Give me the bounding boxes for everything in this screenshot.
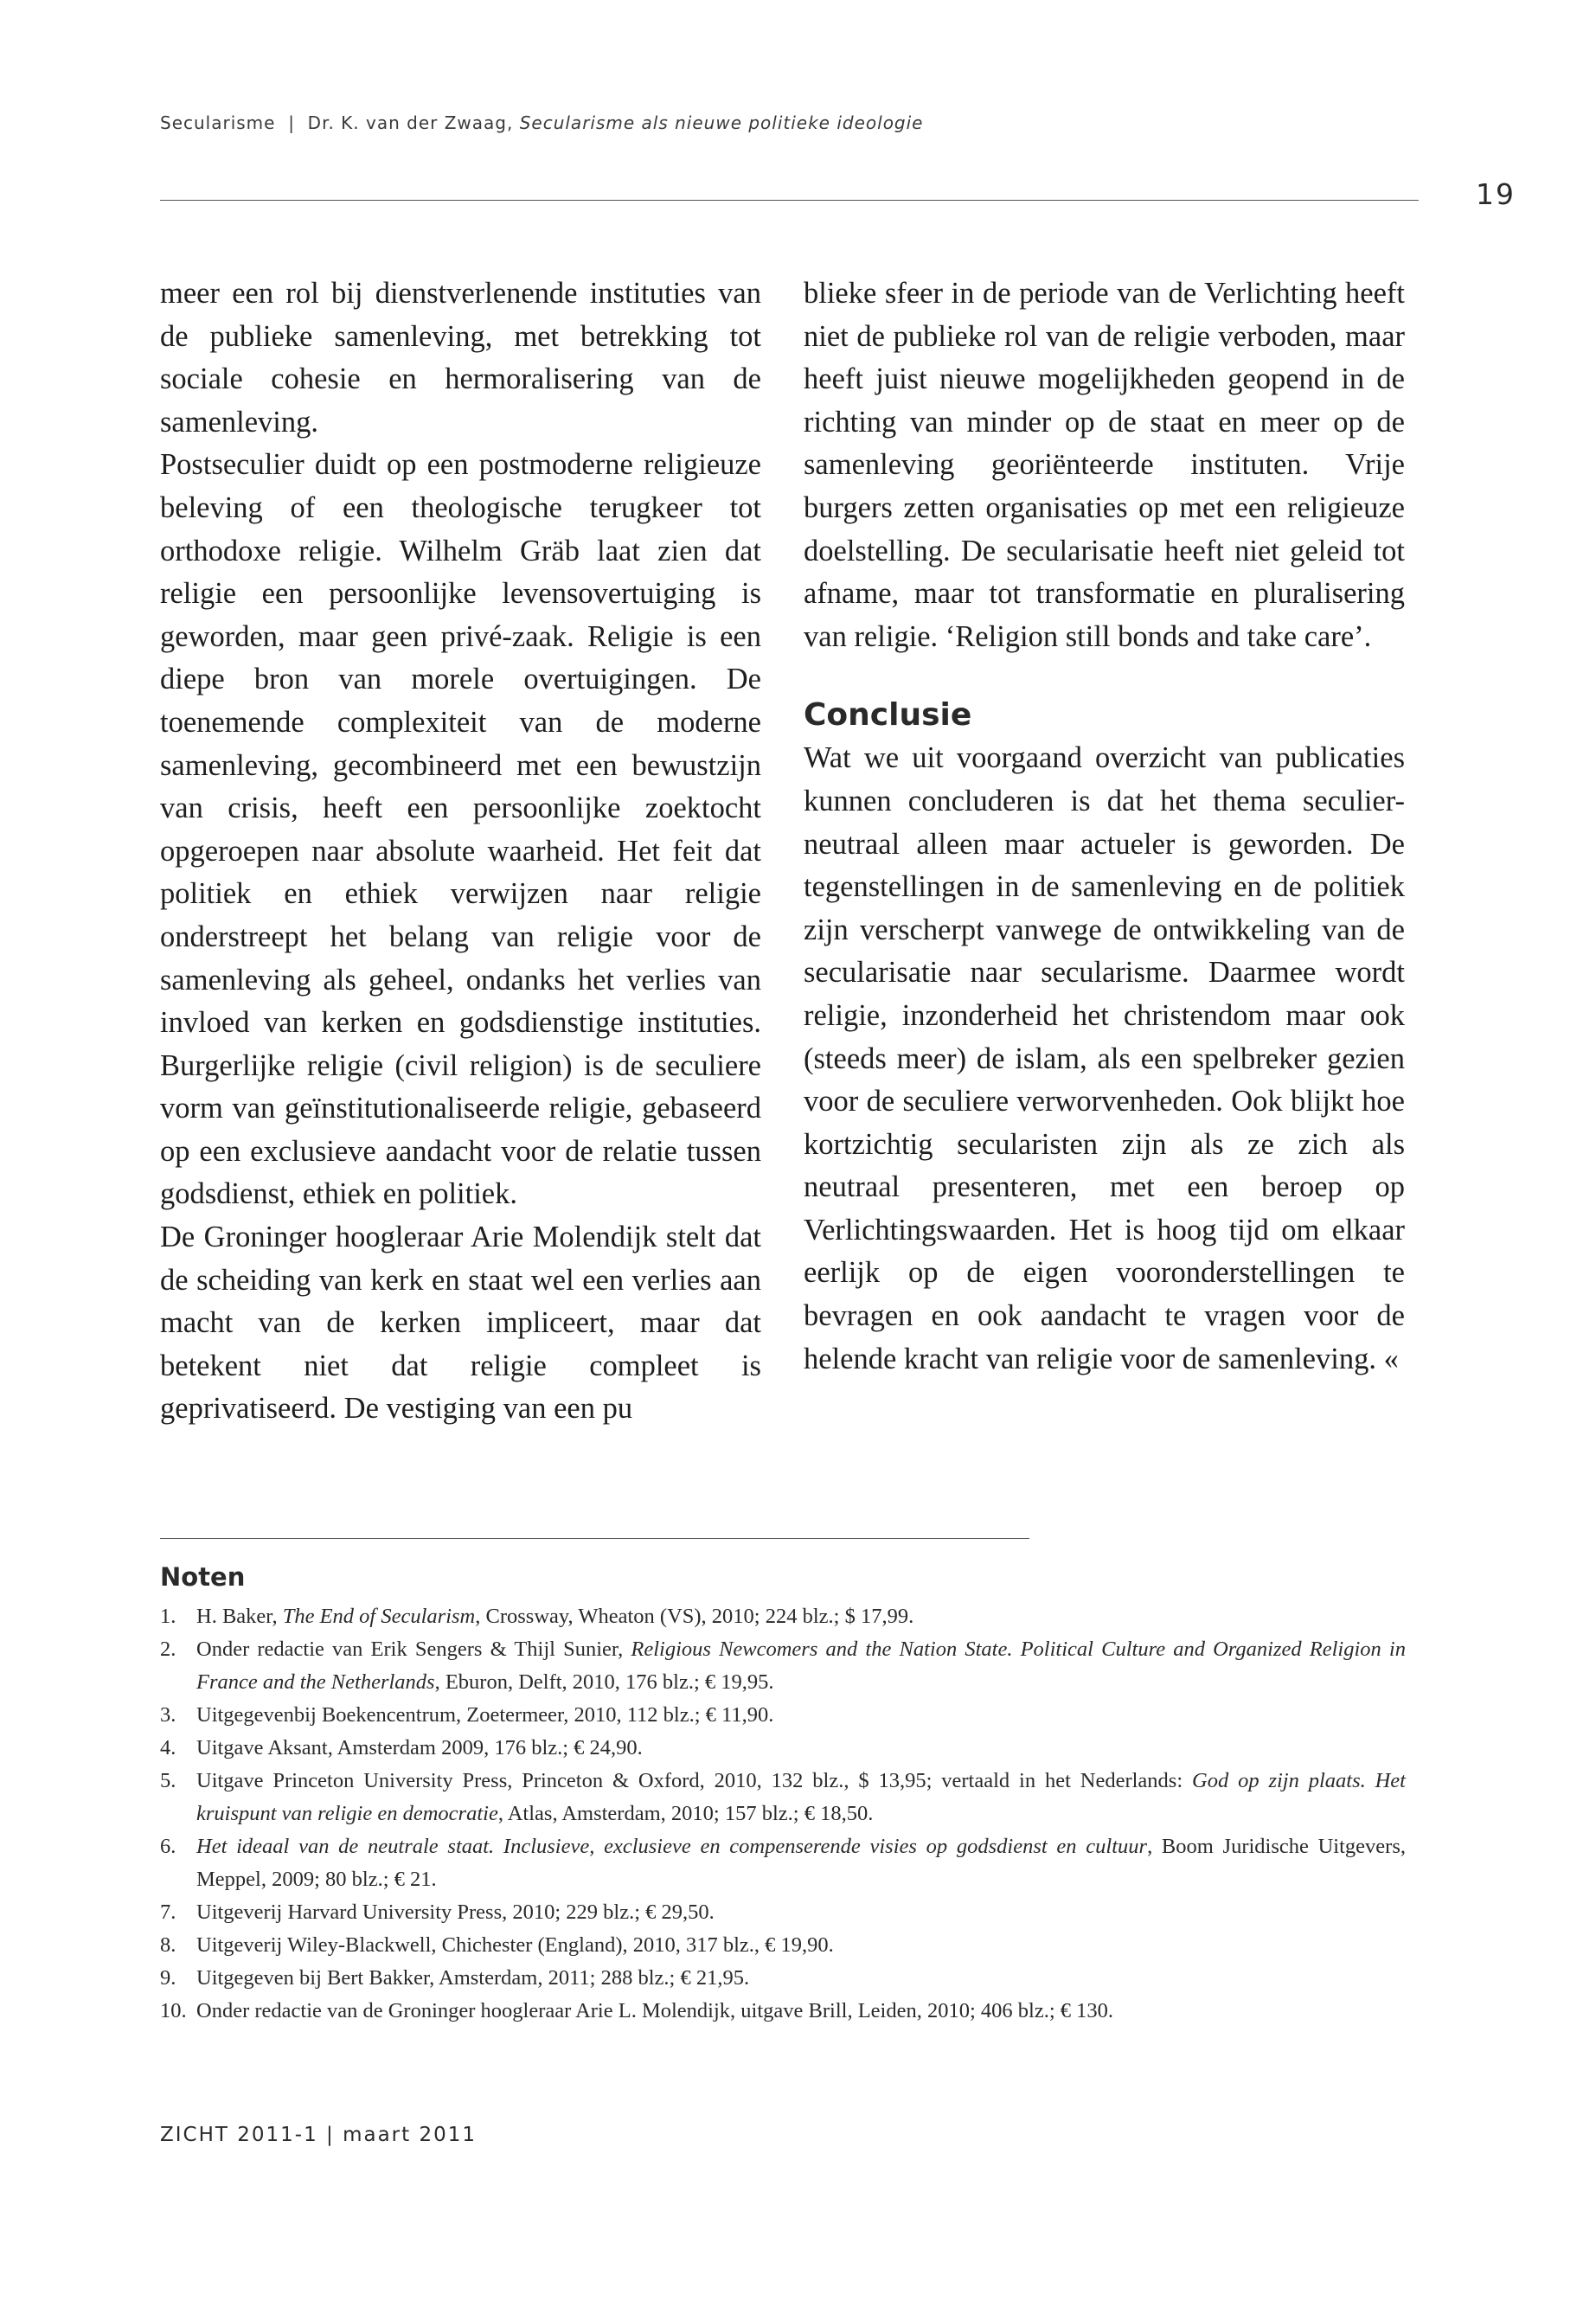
note-text-plain: Onder redactie van de Groninger hoogleraar Arie L. Molendijk, uitgave Brill, Leiden, 2010; 406 blz.; € 130. xyxy=(196,1999,1114,2022)
note-item xyxy=(160,1995,1406,2028)
note-item xyxy=(160,1830,1406,1896)
note-item xyxy=(160,1699,1406,1732)
note-item xyxy=(160,1633,1406,1699)
note-number: 8. xyxy=(160,1933,176,1957)
note-item xyxy=(160,1600,1406,1633)
notes-list xyxy=(160,1600,1406,2028)
paragraph: Postseculier duidt op een postmoderne religieuze beleving of een theologische terugkeer tot orthodoxe religie. Wilhelm Gräb laat zien dat religie een persoonlijke levensovertuiging is geworden, maar geen privé-zaak. Religie is een diepe bron van morele overtuigingen. De toenemende complexiteit van de moderne samenleving, gecombineerd met een bewustzijn van crisis, heeft een persoonlijke zoektocht opgeroepen naar absolute waarheid. Het feit dat politiek en ethiek verwijzen naar religie onderstreept het belang van religie voor de samenleving als geheel, ondanks het verlies van invloed van kerken en godsdienstige instituties. Burgerlijke religie (civil religion) is de seculiere vorm van geïnstitutionaliseerde religie, gebaseerd op een exclusieve aandacht voor de relatie tussen godsdienst, ethiek en politiek. xyxy=(160,448,761,1211)
note-number: 10. xyxy=(160,1999,187,2022)
note-text-plain: , Boom Juridische Uitgevers, Meppel, 2009; 80 blz.; € 21. xyxy=(196,1835,1406,1891)
note-text-plain: Uitgegeven bij Bert Bakker, Amsterdam, 2011; 288 blz.; € 21,95. xyxy=(196,1966,750,1990)
right-column xyxy=(804,272,1405,1381)
note-title-italic: God op zijn plaats. Het kruispunt van religie en democratie xyxy=(196,1769,1406,1825)
note-text-plain: Uitgegevenbij Boekencentrum, Zoetermeer, 2010, 112 blz.; € 11,90. xyxy=(196,1703,774,1727)
note-text xyxy=(196,1962,1406,1995)
note-text-plain: Uitgeverij Harvard University Press, 2010; 229 blz.; € 29,50. xyxy=(196,1900,715,1924)
note-item xyxy=(160,1929,1406,1962)
section-heading: Conclusie xyxy=(804,697,972,734)
note-item xyxy=(160,1732,1406,1765)
notes-rule xyxy=(160,1538,1029,1539)
note-text-plain: Uitgave Princeton University Press, Princeton & Oxford, 2010, 132 blz., $ 13,95; vertaald in het Nederlands: xyxy=(196,1769,1193,1792)
note-text-plain: Onder redactie van Erik Sengers & Thijl Sunier, xyxy=(196,1638,631,1661)
note-number: 6. xyxy=(160,1835,176,1858)
note-number: 1. xyxy=(160,1605,176,1628)
note-title-italic: Het ideaal van de neutrale staat. Inclusieve, exclusieve en compenserende visies op godsdienst en cultuur xyxy=(196,1835,1148,1858)
note-item xyxy=(160,1962,1406,1995)
note-text xyxy=(196,1896,1406,1929)
note-text xyxy=(196,1633,1406,1699)
paragraph: meer een rol bij dienstverlenende instituties van de publieke samenleving, met betrekking tot sociale cohesie en hermoralisering van de samenleving. xyxy=(160,277,761,439)
paragraph: Wat we uit voorgaand overzicht van publicaties kunnen concluderen is dat het thema seculier-neutraal alleen maar actueler is geworden. De tegenstellingen in de samenleving en de politiek zijn verscherpt vanwege de ontwikkeling van de secularisatie naar secularisme. Daarmee wordt religie, inzonderheid het christendom maar ook (steeds meer) de islam, als een spelbreker gezien voor de seculiere verworvenheden. Ook blijkt hoe kortzichtig secularisten zijn als ze zich als neutraal presenteren, met een beroep op Verlichtingswaarden. Het is hoog tijd om elkaar eerlijk op de eigen vooronderstellingen te bevragen en ook aandacht te vragen voor de helende kracht van religie voor de samenleving. « xyxy=(804,741,1405,1375)
note-number: 2. xyxy=(160,1638,176,1661)
note-text xyxy=(196,1699,1406,1732)
note-title-italic: Religious Newcomers and the Nation State. Political Culture and Organized Religion in France and the Netherlands xyxy=(196,1638,1406,1694)
note-number: 7. xyxy=(160,1900,176,1924)
note-text-plain: H. Baker, xyxy=(196,1605,283,1628)
note-item xyxy=(160,1765,1406,1830)
note-text-plain: Uitgave Aksant, Amsterdam 2009, 176 blz.; € 24,90. xyxy=(196,1736,643,1759)
note-text xyxy=(196,1929,1406,1962)
note-number: 4. xyxy=(160,1736,176,1759)
page-number: 19 xyxy=(1476,177,1516,211)
running-head-title: Secularisme als nieuwe politieke ideologie xyxy=(519,112,924,133)
note-text xyxy=(196,1830,1406,1896)
footer: ZICHT 2011-1 | maart 2011 xyxy=(160,2124,478,2146)
note-title-italic: The End of Secularism xyxy=(282,1605,476,1628)
paragraph: De Groninger hoogleraar Arie Molendijk stelt dat de scheiding van kerk en staat wel een verlies aan macht van de kerken impliceert, maar dat betekent niet dat religie compleet is geprivatiseerd. De vestiging van een pu xyxy=(160,1221,761,1426)
note-text-plain: Uitgeverij Wiley-Blackwell, Chichester (England), 2010, 317 blz., € 19,90. xyxy=(196,1933,834,1957)
note-text-plain: , Eburon, Delft, 2010, 176 blz.; € 19,95. xyxy=(434,1670,774,1694)
note-text xyxy=(196,1765,1406,1830)
header-rule xyxy=(160,200,1419,201)
running-head-separator: | xyxy=(288,112,295,133)
note-number: 9. xyxy=(160,1966,176,1990)
note-text xyxy=(196,1732,1406,1765)
note-number: 3. xyxy=(160,1703,176,1727)
paragraph: blieke sfeer in de periode van de Verlichting heeft niet de publieke rol van de religie verboden, maar heeft juist nieuwe mogelijkheden geopend in de richting van minder op de staat en meer op de samenleving georiënteerde instituten. Vrije burgers zetten organisaties op met een religieuze doelstelling. De secularisatie heeft niet geleid tot afname, maar tot transformatie en pluralisering van religie. ‘Religion still bonds and take care’. xyxy=(804,277,1405,653)
note-item xyxy=(160,1896,1406,1929)
left-column xyxy=(160,272,761,1431)
note-number: 5. xyxy=(160,1769,176,1792)
note-text xyxy=(196,1600,1406,1633)
running-head xyxy=(160,112,924,133)
notes-title: Noten xyxy=(160,1562,246,1592)
running-head-section: Secularisme xyxy=(160,112,276,133)
note-text xyxy=(196,1995,1406,2028)
note-text-plain: , Crossway, Wheaton (VS), 2010; 224 blz.; $ 17,99. xyxy=(475,1605,914,1628)
note-text-plain: , Atlas, Amsterdam, 2010; 157 blz.; € 18,50. xyxy=(497,1802,874,1825)
running-head-author: Dr. K. van der Zwaag, xyxy=(307,112,514,133)
